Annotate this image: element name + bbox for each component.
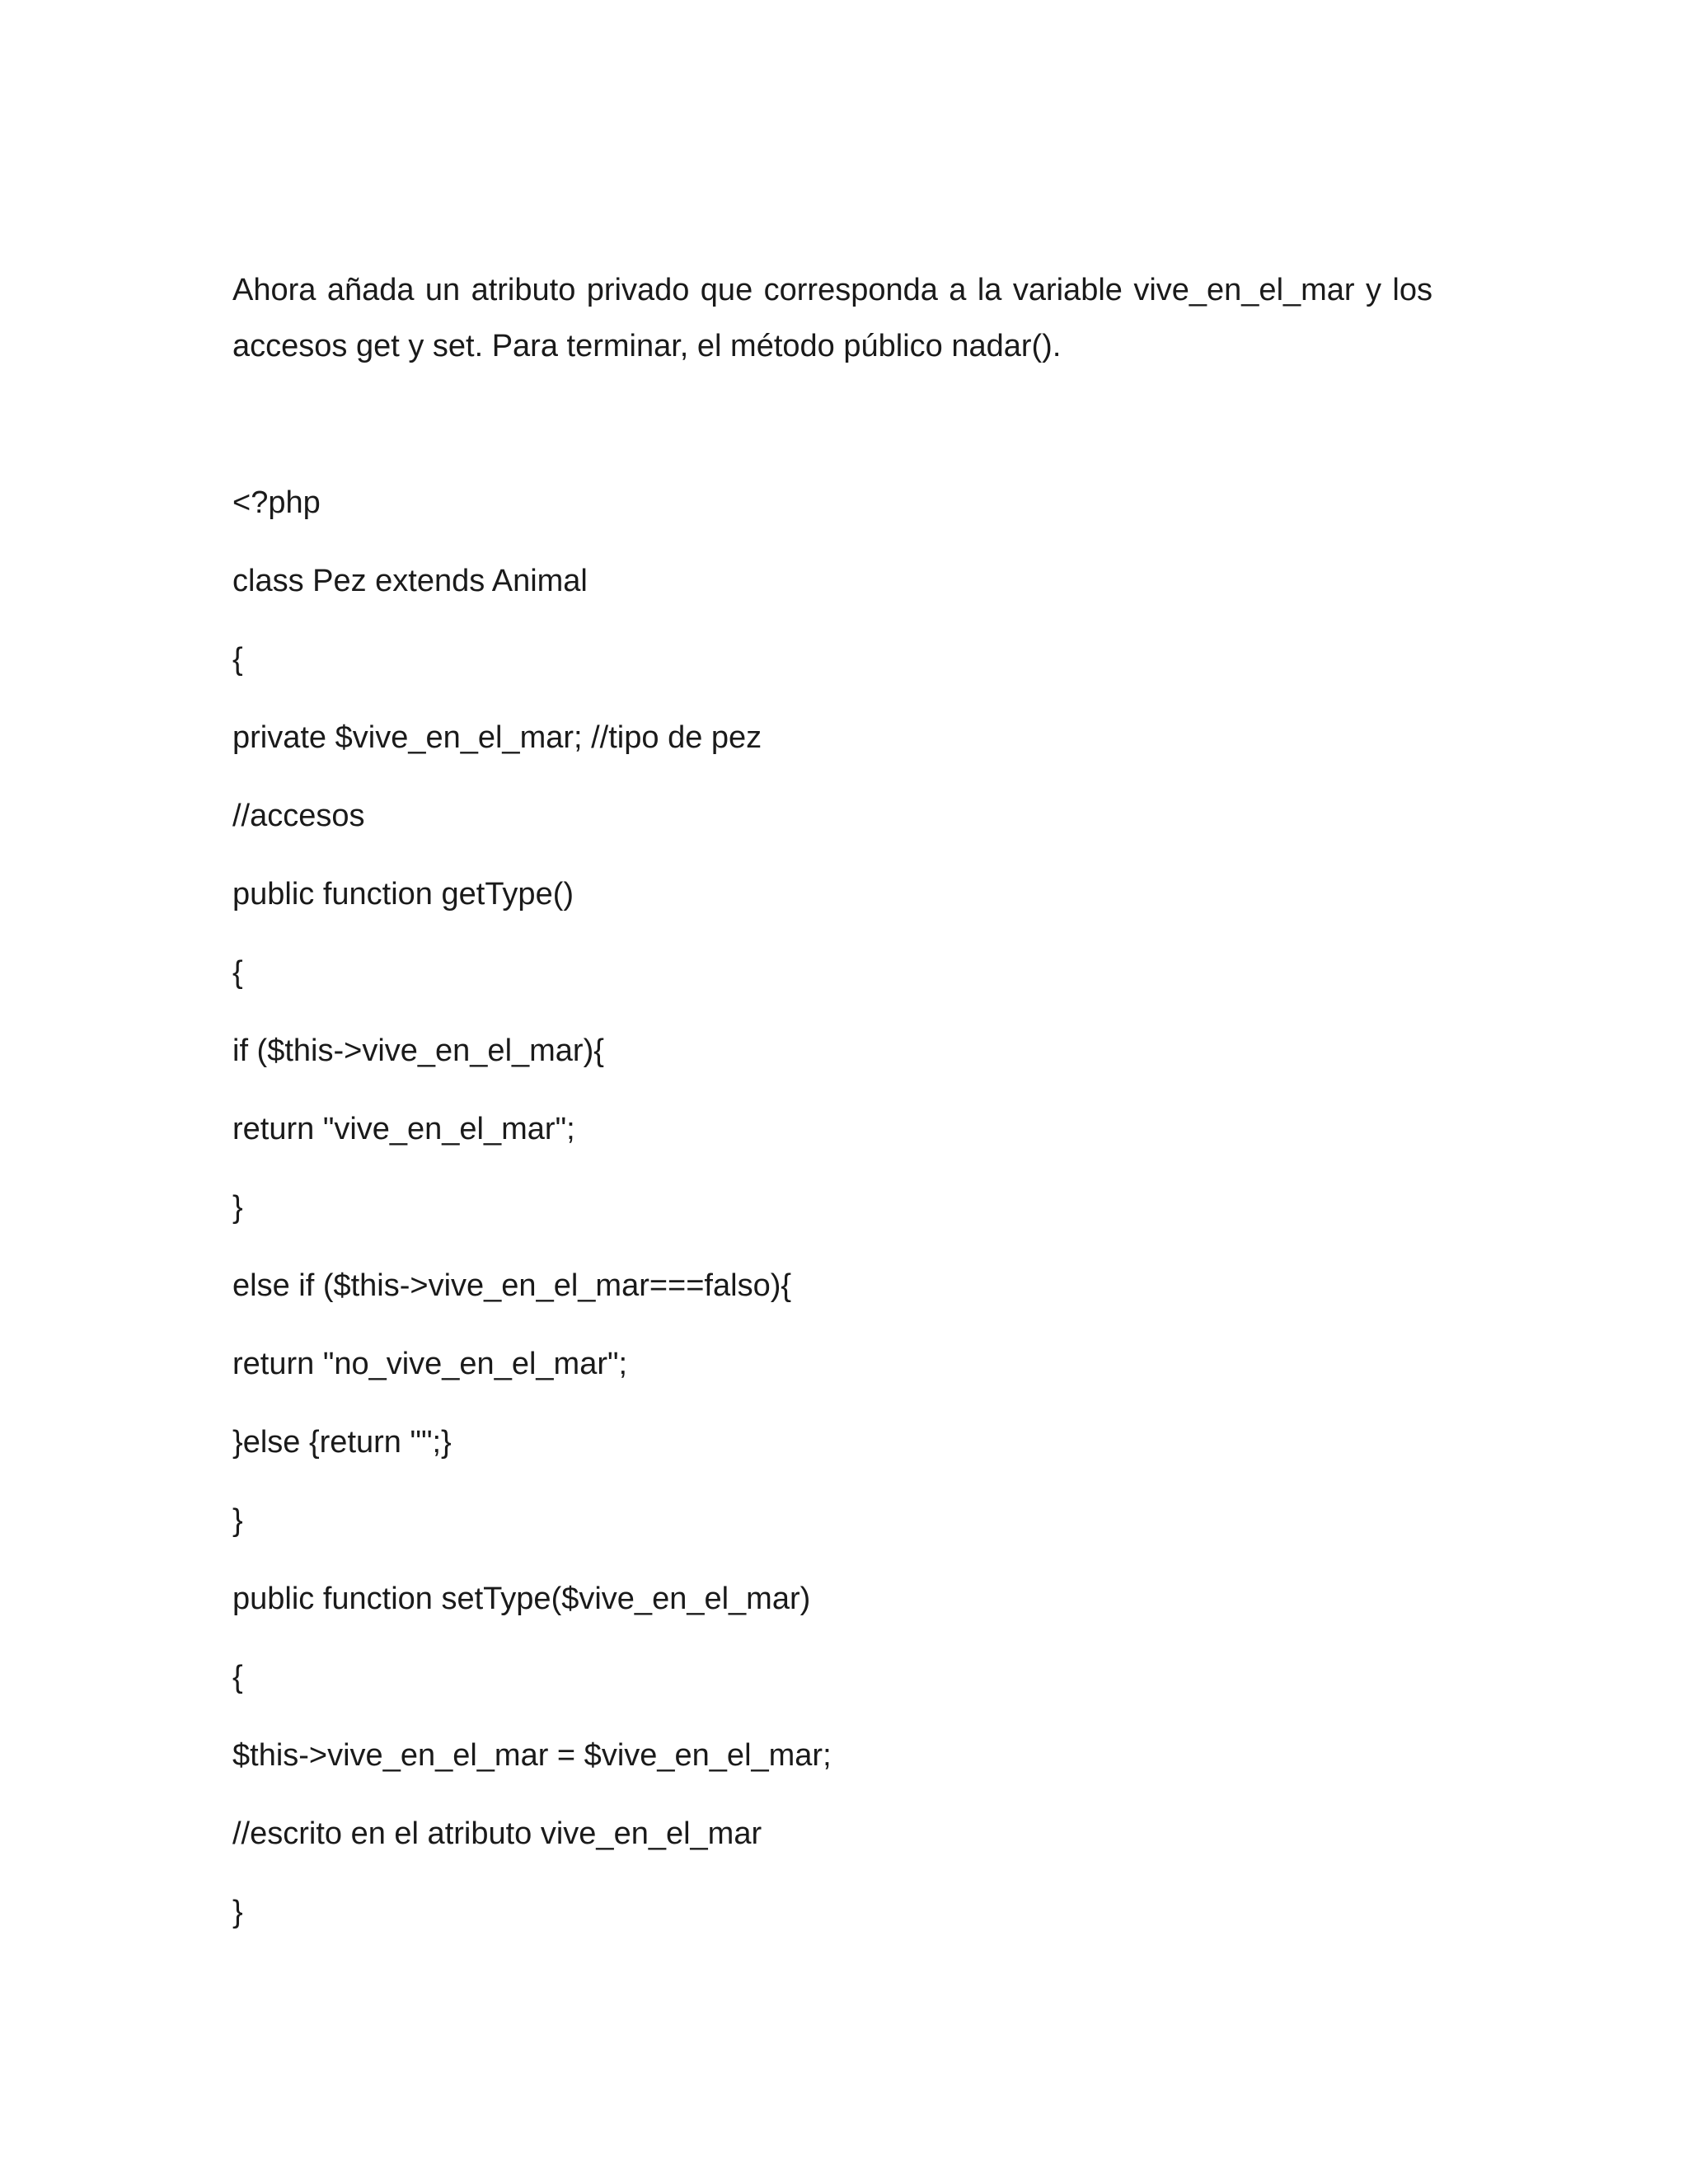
code-listing <box>232 480 1432 1967</box>
code-line: { <box>232 955 243 990</box>
intro-paragraph: Ahora añada un atributo privado que corresponda a la variable vive_en_el_mar y los accesos get y set. Para terminar, el método público nadar(). <box>232 273 1432 363</box>
code-line: } <box>232 1503 243 1538</box>
code-line: private $vive_en_el_mar; //tipo de pez <box>232 720 762 755</box>
code-line: public function setType($vive_en_el_mar) <box>232 1582 811 1616</box>
code-line: class Pez extends Animal <box>232 564 588 598</box>
code-line: }else {return "";} <box>232 1425 452 1460</box>
code-line: <?php <box>232 485 321 520</box>
code-line: } <box>232 1190 243 1225</box>
code-line: { <box>232 642 243 677</box>
code-line: public function getType() <box>232 877 574 912</box>
code-line: else if ($this->vive_en_el_mar===falso){ <box>232 1268 792 1303</box>
code-line: //accesos <box>232 799 365 833</box>
code-line: return "no_vive_en_el_mar"; <box>232 1347 628 1381</box>
code-line: if ($this->vive_en_el_mar){ <box>232 1033 604 1068</box>
code-line: return "vive_en_el_mar"; <box>232 1112 575 1146</box>
code-line: } <box>232 1895 243 1929</box>
code-line: $this->vive_en_el_mar = $vive_en_el_mar; <box>232 1738 832 1773</box>
code-line: //escrito en el atributo vive_en_el_mar <box>232 1816 762 1851</box>
code-line: { <box>232 1660 243 1694</box>
